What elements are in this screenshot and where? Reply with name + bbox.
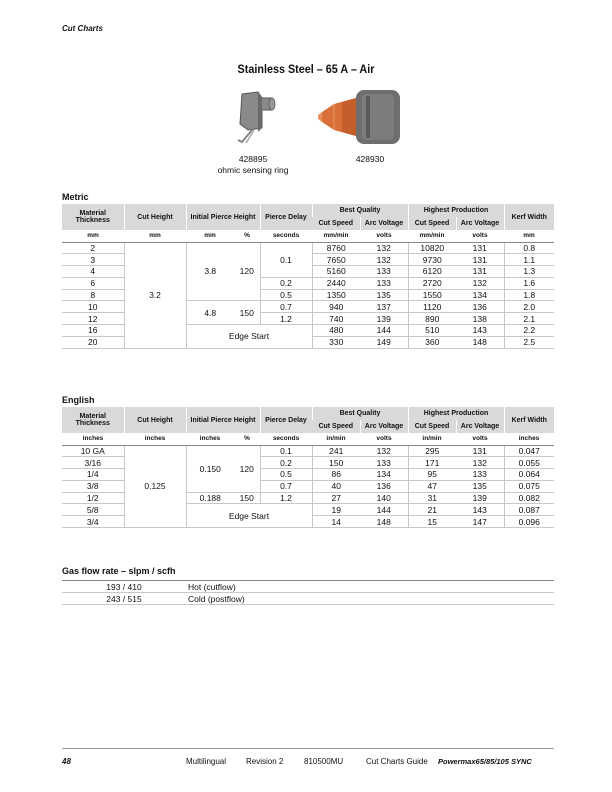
bq-speed: 5160 — [312, 266, 360, 278]
unit: volts — [456, 230, 504, 242]
thickness: 10 — [62, 301, 124, 313]
bq-voltage: 132 — [360, 242, 408, 254]
thickness: 20 — [62, 336, 124, 348]
kerf: 0.055 — [504, 457, 554, 469]
edge-start-label: Edge Start — [186, 325, 312, 349]
hp-speed: 10820 — [408, 242, 456, 254]
bq-voltage: 134 — [360, 469, 408, 481]
table-row — [62, 445, 554, 457]
thickness: 3/4 — [62, 516, 124, 528]
col-material: Material Thickness — [75, 413, 110, 427]
bq-speed: 740 — [312, 313, 360, 325]
chart-title: Stainless Steel – 65 A – Air — [237, 62, 375, 76]
kerf: 1.3 — [504, 266, 554, 278]
footer-doc-number: 810500MU — [304, 757, 344, 766]
pierce-height-value: 0.188 — [186, 492, 234, 504]
bq-speed: 40 — [312, 480, 360, 492]
pierce-pct-value: 120 — [234, 445, 260, 492]
kerf: 0.047 — [504, 445, 554, 457]
hp-voltage: 148 — [456, 336, 504, 348]
consumable-parts — [0, 88, 612, 178]
kerf: 1.8 — [504, 289, 554, 301]
thickness: 10 GA — [62, 445, 124, 457]
unit: seconds — [260, 433, 312, 445]
hp-speed: 15 — [408, 516, 456, 528]
kerf: 2.1 — [504, 313, 554, 325]
table-row — [62, 581, 554, 593]
kerf: 2.0 — [504, 301, 554, 313]
pierce-delay-value: 0.7 — [260, 480, 312, 492]
bq-speed: 2440 — [312, 277, 360, 289]
col-bq-voltage: Arc Voltage — [360, 217, 408, 230]
bq-speed: 330 — [312, 336, 360, 348]
thickness: 3/16 — [62, 457, 124, 469]
ohmic-ring-illustration — [228, 88, 288, 146]
bq-speed: 940 — [312, 301, 360, 313]
hp-speed: 6120 — [408, 266, 456, 278]
footer-language: Multilingual — [186, 757, 227, 766]
bq-speed: 480 — [312, 325, 360, 337]
hp-voltage: 138 — [456, 313, 504, 325]
bq-voltage: 133 — [360, 277, 408, 289]
unit: seconds — [260, 230, 312, 242]
thickness: 2 — [62, 242, 124, 254]
kerf: 0.064 — [504, 469, 554, 481]
bq-voltage: 140 — [360, 492, 408, 504]
bq-speed: 86 — [312, 469, 360, 481]
hp-voltage: 135 — [456, 480, 504, 492]
hp-speed: 1120 — [408, 301, 456, 313]
unit: % — [234, 230, 260, 242]
kerf: 0.082 — [504, 492, 554, 504]
hp-voltage: 139 — [456, 492, 504, 504]
thickness: 4 — [62, 266, 124, 278]
col-hp-voltage: Arc Voltage — [456, 217, 504, 230]
hp-speed: 1550 — [408, 289, 456, 301]
kerf: 0.096 — [504, 516, 554, 528]
col-kerf: Kerf Width — [504, 407, 554, 433]
col-pierce-delay: Pierce Delay — [260, 407, 312, 433]
hp-voltage: 147 — [456, 516, 504, 528]
bq-voltage: 132 — [360, 445, 408, 457]
unit: inches — [504, 433, 554, 445]
col-pierce-delay: Pierce Delay — [260, 204, 312, 230]
hp-voltage: 143 — [456, 325, 504, 337]
pierce-delay-value: 0.5 — [260, 289, 312, 301]
bq-voltage: 135 — [360, 289, 408, 301]
gas-flow-value: 243 / 515 — [62, 593, 186, 605]
thickness: 3/8 — [62, 480, 124, 492]
thickness: 1/2 — [62, 492, 124, 504]
pierce-pct-value: 120 — [234, 242, 260, 301]
gas-flow-value: 193 / 410 — [62, 581, 186, 593]
col-bq-speed: Cut Speed — [318, 423, 354, 430]
footer-guide: Cut Charts Guide — [366, 757, 428, 766]
col-cut-height: Cut Height — [124, 204, 186, 230]
thickness: 12 — [62, 313, 124, 325]
gas-flow-table — [62, 580, 554, 605]
unit: in/min — [408, 433, 456, 445]
part-428930-caption — [340, 154, 400, 165]
col-cut-height: Cut Height — [124, 407, 186, 433]
part-428895-caption — [213, 154, 293, 176]
thickness: 3 — [62, 254, 124, 266]
hp-speed: 95 — [408, 469, 456, 481]
shield-cap-illustration — [316, 88, 402, 148]
col-highest-production: Highest Production — [408, 407, 504, 420]
cut-height-value: 3.2 — [124, 242, 186, 348]
pierce-height-value: 4.8 — [186, 301, 234, 325]
bq-voltage: 133 — [360, 266, 408, 278]
hp-speed: 2720 — [408, 277, 456, 289]
unit: mm — [62, 230, 124, 242]
pierce-delay-value: 0.2 — [260, 277, 312, 289]
col-pierce-height: Initial Pierce Height — [186, 407, 260, 433]
english-table — [62, 407, 554, 528]
pierce-delay-value: 0.1 — [260, 242, 312, 277]
pierce-delay-value: 1.2 — [260, 313, 312, 325]
hp-voltage: 131 — [456, 266, 504, 278]
bq-voltage: 149 — [360, 336, 408, 348]
unit: volts — [360, 433, 408, 445]
kerf: 2.5 — [504, 336, 554, 348]
hp-voltage: 131 — [456, 445, 504, 457]
pierce-delay-value: 0.2 — [260, 457, 312, 469]
edge-start-label: Edge Start — [186, 504, 312, 528]
hp-voltage: 133 — [456, 469, 504, 481]
bq-speed: 8760 — [312, 242, 360, 254]
part-number: 428930 — [355, 154, 385, 164]
metric-heading: Metric — [62, 192, 89, 202]
hp-speed: 9730 — [408, 254, 456, 266]
bq-voltage: 132 — [360, 254, 408, 266]
kerf: 0.075 — [504, 480, 554, 492]
bq-voltage: 148 — [360, 516, 408, 528]
pierce-height-value: 0.150 — [186, 445, 234, 492]
hp-speed: 510 — [408, 325, 456, 337]
hp-speed: 360 — [408, 336, 456, 348]
table-row — [62, 242, 554, 254]
bq-speed: 150 — [312, 457, 360, 469]
bq-speed: 27 — [312, 492, 360, 504]
hp-voltage: 131 — [456, 242, 504, 254]
bq-speed: 241 — [312, 445, 360, 457]
kerf: 0.8 — [504, 242, 554, 254]
bq-speed: 19 — [312, 504, 360, 516]
kerf: 0.087 — [504, 504, 554, 516]
hp-speed: 890 — [408, 313, 456, 325]
gas-flow-label: Hot (cutflow) — [186, 581, 554, 593]
col-hp-voltage: Arc Voltage — [456, 420, 504, 433]
unit: mm — [504, 230, 554, 242]
kerf: 1.6 — [504, 277, 554, 289]
pierce-height-value: 3.8 — [186, 242, 234, 301]
pierce-delay-value: 0.1 — [260, 445, 312, 457]
units-row — [62, 433, 554, 445]
gas-flow-label: Cold (postflow) — [186, 593, 554, 605]
hp-voltage: 134 — [456, 289, 504, 301]
kerf: 2.2 — [504, 325, 554, 337]
bq-voltage: 139 — [360, 313, 408, 325]
unit: inches — [124, 433, 186, 445]
bq-voltage: 136 — [360, 480, 408, 492]
pierce-delay-value: 0.7 — [260, 301, 312, 313]
col-pierce-height: Initial Pierce Height — [186, 204, 260, 230]
bq-speed: 7650 — [312, 254, 360, 266]
footer-divider — [62, 748, 554, 749]
unit: inches — [62, 433, 124, 445]
unit: mm — [186, 230, 234, 242]
part-description: ohmic sensing ring — [217, 165, 289, 175]
units-row — [62, 230, 554, 242]
hp-speed: 171 — [408, 457, 456, 469]
footer-product: Powermax65/85/105 SYNC — [438, 757, 532, 766]
footer-revision: Revision 2 — [246, 757, 284, 766]
col-hp-speed: Cut Speed — [408, 217, 456, 230]
hp-speed: 21 — [408, 504, 456, 516]
col-best-quality: Best Quality — [312, 204, 408, 217]
col-material: Material Thickness — [75, 210, 110, 224]
bq-voltage: 137 — [360, 301, 408, 313]
metric-table — [62, 204, 554, 349]
bq-speed: 1350 — [312, 289, 360, 301]
col-bq-speed: Cut Speed — [318, 220, 354, 227]
pierce-pct-value: 150 — [234, 492, 260, 504]
col-bq-voltage: Arc Voltage — [360, 420, 408, 433]
english-heading: English — [62, 395, 95, 405]
hp-voltage: 132 — [456, 457, 504, 469]
bq-voltage: 144 — [360, 504, 408, 516]
pierce-pct-value: 150 — [234, 301, 260, 325]
unit: inches — [186, 433, 234, 445]
bq-voltage: 133 — [360, 457, 408, 469]
unit: mm/min — [408, 230, 456, 242]
gas-flow-heading: Gas flow rate – slpm / scfh — [62, 566, 176, 576]
section-header: Cut Charts — [62, 24, 103, 33]
unit: in/min — [312, 433, 360, 445]
hp-voltage: 132 — [456, 277, 504, 289]
hp-voltage: 143 — [456, 504, 504, 516]
thickness: 1/4 — [62, 469, 124, 481]
unit: volts — [456, 433, 504, 445]
pierce-delay-value: 0.5 — [260, 469, 312, 481]
hp-voltage: 131 — [456, 254, 504, 266]
bq-voltage: 144 — [360, 325, 408, 337]
col-best-quality: Best Quality — [312, 407, 408, 420]
table-row — [62, 593, 554, 605]
unit: mm/min — [312, 230, 360, 242]
thickness: 5/8 — [62, 504, 124, 516]
pierce-delay-value: 1.2 — [260, 492, 312, 504]
bq-speed: 14 — [312, 516, 360, 528]
thickness: 8 — [62, 289, 124, 301]
part-number: 428895 — [238, 154, 268, 164]
hp-speed: 31 — [408, 492, 456, 504]
page-number: 48 — [62, 757, 71, 766]
hp-speed: 47 — [408, 480, 456, 492]
col-kerf: Kerf Width — [504, 204, 554, 230]
thickness: 6 — [62, 277, 124, 289]
unit: % — [234, 433, 260, 445]
thickness: 16 — [62, 325, 124, 337]
kerf: 1.1 — [504, 254, 554, 266]
unit: volts — [360, 230, 408, 242]
hp-voltage: 136 — [456, 301, 504, 313]
col-highest-production: Highest Production — [408, 204, 504, 217]
hp-speed: 295 — [408, 445, 456, 457]
col-hp-speed: Cut Speed — [408, 420, 456, 433]
cut-height-value: 0.125 — [124, 445, 186, 528]
unit: mm — [124, 230, 186, 242]
